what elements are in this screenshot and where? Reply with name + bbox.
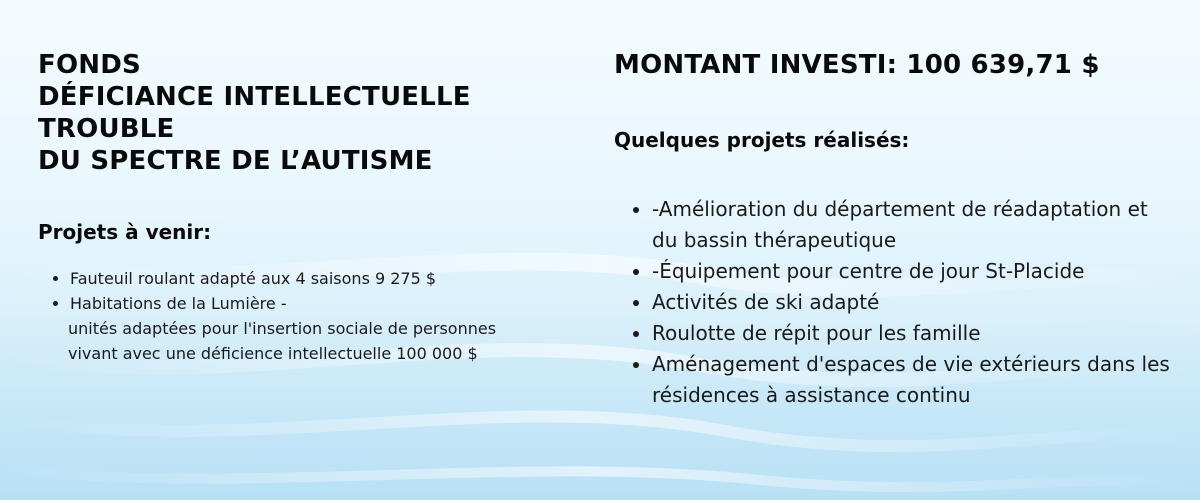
- list-item-text: Fauteuil roulant adapté aux 4 saisons 9 275 $: [70, 268, 437, 288]
- fund-title-line: DÉFICIANCE INTELLECTUELLE: [38, 81, 471, 112]
- fund-title-line: TROUBLE: [38, 113, 175, 144]
- list-item: [70, 266, 598, 291]
- list-item: • Activités de ski adapté: [652, 287, 1174, 318]
- fund-title-line: DU SPECTRE DE L’AUTISME: [38, 145, 433, 176]
- list-item-continuation: unités adaptées pour l'insertion sociale de personnes: [68, 318, 497, 338]
- list-item-continuation: vivant avec une déficience intellectuelle 100 000 $: [68, 343, 478, 363]
- list-item: • -Équipement pour centre de jour St-Placide: [652, 256, 1174, 287]
- fund-title-line: FONDS: [38, 50, 141, 80]
- completed-projects-heading: Quelques projets réalisés:: [614, 127, 910, 152]
- completed-projects-list: [614, 194, 1174, 411]
- list-item: • Roulotte de répit pour les famille: [652, 318, 1174, 349]
- list-item: • Aménagement d'espaces de vie extérieurs dans les résidences à assistance continu: [652, 349, 1174, 411]
- upcoming-projects-list: [38, 266, 598, 366]
- amount-invested-title: MONTANT INVESTI: 100 639,71 $: [614, 50, 1100, 80]
- fund-column: [38, 50, 598, 366]
- upcoming-projects-heading: Projets à venir:: [38, 219, 212, 244]
- list-item: • -Amélioration du département de réadaptation et du bassin thérapeutique: [652, 194, 1174, 256]
- list-item: [70, 291, 598, 366]
- fund-title: [38, 50, 598, 178]
- investment-column: [614, 50, 1174, 411]
- list-item-text: Habitations de la Lumière -: [70, 293, 287, 313]
